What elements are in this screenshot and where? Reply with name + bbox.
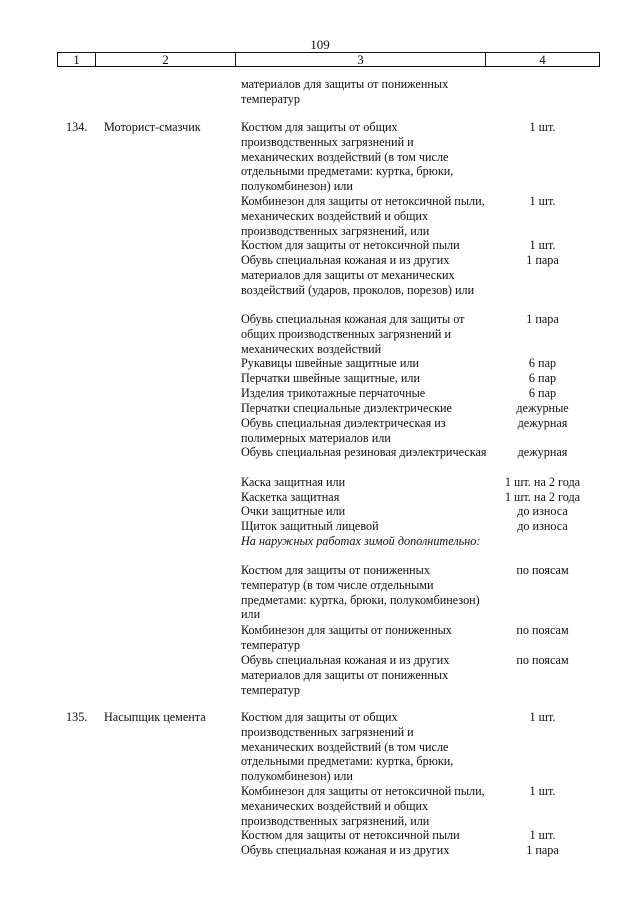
item-quantity: 6 пар (528, 386, 557, 400)
column-header-2: 2 (96, 53, 236, 66)
item-quantity: 1 шт. (529, 710, 556, 724)
item-quantity: 1 пара (526, 843, 559, 857)
column-header-1: 1 (58, 53, 96, 66)
entry-number: 134. (66, 120, 88, 134)
item-name: Обувь специальная диэлектрическая из полимерных материалов или (241, 416, 446, 445)
item-name: Костюм для защиты от общих производственных загрязнений и механических воздействий (в том числе отдельными предметами: куртка, брюки, полукомбинезон) или (241, 120, 454, 194)
page-number: 109 (310, 37, 330, 52)
item-quantity: 1 шт. (529, 238, 556, 252)
item-name: Каска защитная или (241, 475, 346, 489)
item-quantity: до износа (517, 519, 568, 533)
item-name: Каскетка защитная (241, 490, 340, 504)
item-name: Очки защитные или (241, 504, 346, 518)
column-header-3: 3 (236, 53, 486, 66)
item-name: Комбинезон для защиты от нетоксичной пыли, механических воздействий и общих производственных загрязнений, или (241, 194, 485, 238)
item-name: Обувь специальная кожаная и из других (241, 843, 450, 857)
item-name: Костюм для защиты от нетоксичной пыли (241, 238, 460, 252)
profession-name: Моторист-смазчик (104, 120, 201, 134)
item-quantity: до износа (517, 504, 568, 518)
item-quantity: 1 шт. (529, 828, 556, 842)
item-quantity: 1 шт. на 2 года (504, 490, 581, 504)
item-quantity: дежурная (517, 416, 568, 430)
item-quantity: по поясам (516, 623, 569, 637)
item-name: Костюм для защиты от пониженных температур (в том числе отдельными предметами: куртка, брюки, полукомбинезон) или (241, 563, 480, 622)
item-name: Комбинезон для защиты от пониженных температур (241, 623, 452, 652)
item-name: Перчатки швейные защитные, или (241, 371, 421, 385)
item-name: материалов для защиты от пониженных температур (241, 77, 449, 106)
item-quantity: дежурные (516, 401, 569, 415)
column-header-row (57, 52, 600, 67)
item-quantity: 1 пара (526, 312, 559, 326)
item-quantity: 1 шт. (529, 194, 556, 208)
item-name: Щиток защитный лицевой (241, 519, 379, 533)
item-name: Комбинезон для защиты от нетоксичной пыли, механических воздействий и общих производственных загрязнений, или (241, 784, 485, 828)
item-name: Обувь специальная кожаная и из других материалов для защиты от пониженных температур (241, 653, 450, 697)
profession-name: Насыпщик цемента (104, 710, 206, 724)
item-name: Обувь специальная кожаная и из других материалов для защиты от механических воздействий (ударов, проколов, порезов) или (241, 253, 475, 297)
item-quantity: дежурная (517, 445, 568, 459)
column-header-4: 4 (539, 52, 546, 67)
item-quantity: 1 шт. (529, 784, 556, 798)
item-quantity: 6 пар (528, 371, 557, 385)
item-name: Костюм для защиты от общих производственных загрязнений и механических воздействий (в том числе отдельными предметами: куртка, брюки, полукомбинезон) или (241, 710, 454, 784)
item-name: Обувь специальная резиновая диэлектрическая (241, 445, 487, 459)
item-quantity: по поясам (516, 563, 569, 577)
item-quantity: 1 шт. (529, 120, 556, 134)
entry-number: 135. (66, 710, 88, 724)
item-quantity: 6 пар (528, 356, 557, 370)
item-quantity: 1 пара (526, 253, 559, 267)
item-quantity: 1 шт. на 2 года (504, 475, 581, 489)
item-name: Костюм для защиты от нетоксичной пыли (241, 828, 460, 842)
winter-note: На наружных работах зимой дополнительно: (241, 534, 481, 548)
item-name: Обувь специальная кожаная для защиты от общих производственных загрязнений и механических воздействий (241, 312, 465, 356)
item-name: Изделия трикотажные перчаточные (241, 386, 426, 400)
item-name: Перчатки специальные диэлектрические (241, 401, 452, 415)
item-name: Рукавицы швейные защитные или (241, 356, 419, 370)
item-quantity: по поясам (516, 653, 569, 667)
